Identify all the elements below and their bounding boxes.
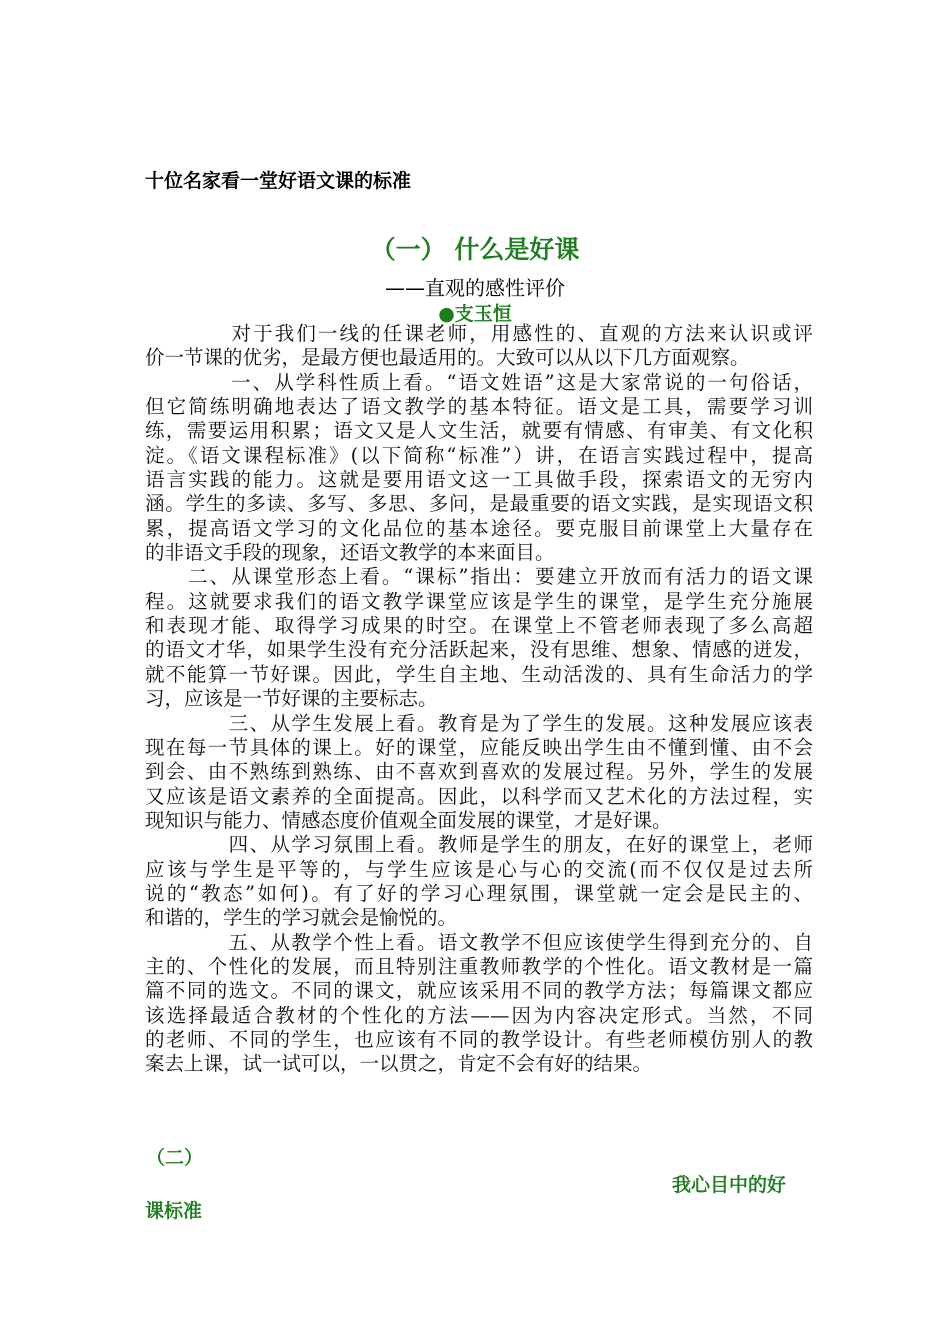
paragraph-line: 主的、个性化的发展，而且特别注重教师教学的个性化。语文教材是一篇 (145, 954, 813, 978)
paragraph-line: 说的“教态”如何)。有了好的学习心理氛围，课堂就一定会是民主的、 (145, 881, 813, 905)
paragraph-line: 程。这就要求我们的语文教学课堂应该是学生的课堂，是学生充分施展 (145, 589, 813, 613)
paragraph-line: 的语文才华，如果学生没有充分活跃起来，没有思维、想象、情感的迸发， (145, 638, 813, 662)
paragraph-line: 对于我们一线的任课老师，用感性的、直观的方法来认识或评 (145, 322, 813, 345)
paragraph (145, 322, 813, 371)
paragraph-line: 价一节课的优劣，是最方便也最适用的。大致可以从以下几方面观察。 (145, 346, 750, 370)
paragraph-line: 篇不同的选文。不同的课文，就应该采用不同的教学方法；每篇课文都应 (145, 979, 813, 1003)
author-name: ●支玉恒 (438, 303, 512, 325)
paragraph (145, 833, 813, 930)
paragraph-line: 现知识与能力、情感态度价值观全面发展的课堂，才是好课。 (145, 808, 672, 832)
paragraph-line: 就不能算一节好课。因此，学生自主地、生动活泼的、具有生命活力的学 (145, 662, 813, 686)
paragraph-line: 五、从教学个性上看。语文教学不但应该使学生得到充分的、自 (145, 930, 813, 954)
paragraph-line: 淀。《语文课程标准》(以下简称“标准”）讲，在语言实践过程中，提高 (145, 443, 813, 467)
section-1-subheading: ——直观的感性评价 (385, 276, 565, 300)
paragraph-line: 四、从学习氛围上看。教师是学生的朋友，在好的课堂上，老师 (145, 833, 813, 857)
paragraph-line: 的老师、不同的学生，也应该有不同的教学设计。有些老师模仿别人的教 (145, 1027, 813, 1051)
section-1-body (145, 322, 813, 1077)
paragraph-line: 现在每一节具体的课上。好的课堂，应能反映出学生由不懂到懂、由不会 (145, 735, 813, 759)
section-2-title-part2: 课标准 (145, 1200, 203, 1222)
paragraph-line: 该选择最适合教材的个性化的方法——因为内容决定形式。当然，不同 (145, 1003, 813, 1027)
section-2-number: （二） (146, 1147, 204, 1169)
paragraph (145, 565, 813, 711)
paragraph-line: 涵。学生的多读、多写、多思、多问，是最重要的语文实践，是实现语文积 (145, 492, 813, 516)
section-2-title-part1: 我心目中的好 (672, 1174, 787, 1196)
paragraph-line: 累，提高语文学习的文化品位的基本途径。要克服目前课堂上大量存在 (145, 516, 813, 540)
paragraph-line: 到会、由不熟练到熟练、由不喜欢到喜欢的发展过程。另外，学生的发展 (145, 760, 813, 784)
paragraph-line: 三、从学生发展上看。教育是为了学生的发展。这种发展应该表 (145, 711, 813, 735)
paragraph-line: 案去上课，试一试可以，一以贯之，肯定不会有好的结果。 (145, 1052, 653, 1076)
paragraph-line: 又应该是语文素养的全面提高。因此，以科学而又艺术化的方法过程，实 (145, 784, 813, 808)
paragraph (145, 371, 813, 566)
paragraph-line: 但它简练明确地表达了语文教学的基本特征。语文是工具，需要学习训 (145, 395, 813, 419)
section-1-heading: （一） 什么是好课 (370, 235, 580, 264)
paragraph-line: 和谐的，学生的学习就会是愉悦的。 (145, 906, 458, 930)
paragraph-line: 练，需要运用积累；语文又是人文生活，就要有情感、有审美、有文化积 (145, 419, 813, 443)
paragraph-line: 语言实践的能力。这就是要用语文这一工具做手段，探索语文的无穷内 (145, 468, 813, 492)
document-title: 十位名家看一堂好语文课的标准 (145, 170, 412, 192)
paragraph (145, 712, 813, 834)
paragraph-line: 二、从课堂形态上看。“课标”指出：要建立开放而有活力的语文课 (145, 565, 813, 589)
paragraph-line: 应该与学生是平等的，与学生应该是心与心的交流(而不仅仅是过去所 (145, 857, 813, 881)
paragraph-line: 一、从学科性质上看。“语文姓语”这是大家常说的一句俗话， (145, 370, 813, 394)
paragraph (145, 931, 813, 1077)
paragraph-line: 习，应该是一节好课的主要标志。 (145, 687, 438, 711)
paragraph-line: 的非语文手段的现象，还语文教学的本来面目。 (145, 541, 555, 565)
paragraph-line: 和表现才能、取得学习成果的时空。在课堂上不管老师表现了多么高超 (145, 614, 813, 638)
